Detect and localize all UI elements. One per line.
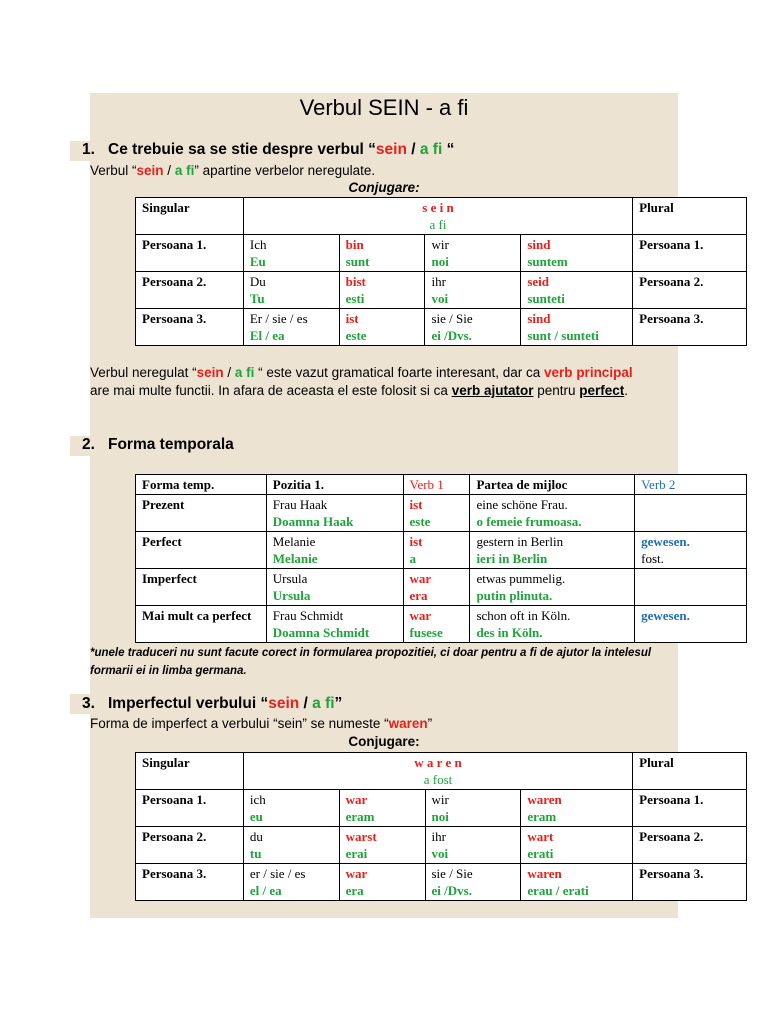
verb1-cell xyxy=(403,532,470,569)
mijloc-ro: des in Köln. xyxy=(476,625,543,640)
verb-cell xyxy=(339,235,425,272)
section-number: 3. xyxy=(82,695,95,712)
intro-text: Verbul “ xyxy=(90,163,137,178)
verb-cell xyxy=(339,827,425,864)
heading-quote: “ xyxy=(442,141,455,158)
pronoun-ro: ei /Dvs. xyxy=(431,883,472,898)
verb-ro: sunteti xyxy=(527,291,565,306)
pronoun-ro: el / ea xyxy=(249,883,282,898)
verb1-de: ist xyxy=(409,534,423,549)
heading-text: Imperfectul verbului “ xyxy=(108,695,269,712)
verb-cell xyxy=(521,309,633,346)
mijloc-cell xyxy=(470,569,635,606)
pozitia-ro: Melanie xyxy=(272,551,318,566)
verb1-de: ist xyxy=(409,497,423,512)
verb-de: bin xyxy=(345,237,364,252)
pozitia-ro: Ursula xyxy=(272,588,311,603)
person-label: Persoana 2. xyxy=(136,272,244,309)
person-label: Persoana 3. xyxy=(136,309,244,346)
heading-text: Ce trebuie sa se stie despre verbul “ xyxy=(108,141,376,158)
person-label: Persoana 1. xyxy=(136,235,244,272)
pronoun-cell xyxy=(425,272,521,309)
pronoun-cell xyxy=(425,235,521,272)
para-verb-ajutator: verb ajutator xyxy=(451,383,534,398)
table-header-row xyxy=(136,198,747,235)
heading-slash: / xyxy=(299,695,313,712)
intro-text-end: ” xyxy=(427,716,433,731)
heading-sein: sein xyxy=(268,695,300,712)
verb1-de: war xyxy=(409,608,432,623)
pronoun-de: ihr xyxy=(431,829,446,844)
person-label: Persoana 1. xyxy=(633,235,747,272)
conjugare-label: Conjugare: xyxy=(348,180,420,195)
pronoun-ro: ei /Dvs. xyxy=(431,328,472,343)
verb-ro: erai xyxy=(345,846,368,861)
verb-cell xyxy=(521,827,633,864)
verb2-cell xyxy=(635,569,747,606)
verb-de: war xyxy=(345,792,368,807)
para-principal: principal xyxy=(576,365,633,380)
pronoun-ro: eu xyxy=(249,809,263,824)
heading-afi: a fi xyxy=(419,141,443,158)
person-label: Persoana 3. xyxy=(136,864,244,901)
verb1-ro: fusese xyxy=(409,625,443,640)
verb-cell xyxy=(521,864,633,901)
waren-conjugation-table xyxy=(135,752,747,901)
verb2-de: gewesen. xyxy=(641,608,690,623)
para-verb: verb xyxy=(544,365,573,380)
pronoun-ro: voi xyxy=(431,846,449,861)
verb-ro: era xyxy=(345,883,364,898)
mijloc-de: gestern in Berlin xyxy=(476,534,564,549)
verb-cell xyxy=(339,864,425,901)
verb-ro: sunt xyxy=(345,254,370,269)
section-3-intro xyxy=(90,716,432,731)
verb-cell xyxy=(339,790,425,827)
pronoun-cell xyxy=(243,272,339,309)
pronoun-ro: Tu xyxy=(249,291,265,306)
person-label: Persoana 3. xyxy=(633,309,747,346)
pozitia-cell xyxy=(266,569,403,606)
table-row xyxy=(136,569,747,606)
pronoun-de: wir xyxy=(431,792,449,807)
pronoun-cell xyxy=(425,864,521,901)
verb-ro: a fi xyxy=(429,217,447,232)
header-plural: Plural xyxy=(633,753,747,790)
verb-ro: suntem xyxy=(527,254,568,269)
para-text: Verbul neregulat “ xyxy=(90,365,197,380)
section-number: 2. xyxy=(82,436,95,453)
pronoun-de: ihr xyxy=(431,274,446,289)
pronoun-de: sie / Sie xyxy=(431,311,473,326)
mijloc-ro: putin plinuta. xyxy=(476,588,553,603)
mijloc-cell xyxy=(470,532,635,569)
verb-de: seid xyxy=(527,274,549,289)
verb2-de: gewesen. xyxy=(641,534,690,549)
person-label: Persoana 2. xyxy=(136,827,244,864)
para-text: pentru xyxy=(533,383,580,398)
section-1-intro xyxy=(90,163,375,178)
intro-waren: waren xyxy=(388,716,428,731)
table-row xyxy=(136,235,747,272)
verb-cell xyxy=(521,272,633,309)
pronoun-de: ich xyxy=(249,792,266,807)
verb-de: warst xyxy=(345,829,377,844)
table-row xyxy=(136,790,747,827)
conjugare-label: Conjugare: xyxy=(348,734,420,749)
verb-cell xyxy=(521,790,633,827)
table-row xyxy=(136,495,747,532)
verb-ro: erati xyxy=(527,846,554,861)
verb-cell xyxy=(339,309,425,346)
mijloc-de: etwas pummelig. xyxy=(476,571,566,586)
verb2-ro: fost. xyxy=(641,551,664,566)
pronoun-ro: voi xyxy=(431,291,449,306)
pronoun-de: Du xyxy=(249,274,266,289)
person-label: Persoana 3. xyxy=(633,864,747,901)
verb-ro: sunt / sunteti xyxy=(527,328,599,343)
forma-label: Mai mult ca perfect xyxy=(136,606,267,643)
verb-de: waren xyxy=(527,792,562,807)
translation-note: *unele traduceri nu sunt facute corect in formularea propozitiei, ci doar pentru a fi de ajutor la intelesul formarii ei in limba germana. xyxy=(90,647,652,677)
pronoun-de: Ich xyxy=(249,237,267,252)
table-header-row xyxy=(136,475,747,495)
verb2-cell xyxy=(635,532,747,569)
pozitia-de: Ursula xyxy=(272,571,308,586)
header-verb xyxy=(243,753,632,790)
verb-de: war xyxy=(345,866,368,881)
section-1-heading xyxy=(82,141,454,159)
verb2-cell xyxy=(635,606,747,643)
intro-text: Forma de imperfect a verbului “sein” se numeste “ xyxy=(90,716,389,731)
header-verb1: Verb 1 xyxy=(403,475,470,495)
mijloc-cell xyxy=(470,606,635,643)
intro-text-end: ” apartine verbelor neregulate. xyxy=(194,163,376,178)
pozitia-ro: Doamna Haak xyxy=(272,514,354,529)
mijloc-de: eine schöne Frau. xyxy=(476,497,568,512)
pronoun-cell xyxy=(243,309,339,346)
para-text: “ este vazut gramatical foarte interesant, dar ca xyxy=(254,365,545,380)
header-singular: Singular xyxy=(136,753,244,790)
sein-conjugation-table xyxy=(135,197,747,346)
table-row xyxy=(136,309,747,346)
header-verb xyxy=(243,198,632,235)
pozitia-cell xyxy=(266,495,403,532)
para-afi: a fi xyxy=(234,365,255,380)
forma-label: Perfect xyxy=(136,532,267,569)
pronoun-cell xyxy=(243,827,339,864)
person-label: Persoana 2. xyxy=(633,272,747,309)
pronoun-cell xyxy=(243,790,339,827)
pozitia-ro: Doamna Schmidt xyxy=(272,625,370,640)
para-perfect: perfect xyxy=(579,383,625,398)
person-label: Persoana 1. xyxy=(136,790,244,827)
intro-sein: sein xyxy=(136,163,164,178)
section-number: 1. xyxy=(82,141,95,158)
person-label: Persoana 1. xyxy=(633,790,747,827)
header-pozitia: Pozitia 1. xyxy=(266,475,403,495)
header-verb2: Verb 2 xyxy=(635,475,747,495)
pronoun-cell xyxy=(425,827,521,864)
pronoun-cell xyxy=(425,790,521,827)
intro-slash: / xyxy=(163,163,175,178)
mijloc-ro: o femeie frumoasa. xyxy=(476,514,582,529)
verb-de: wart xyxy=(527,829,554,844)
verb-de: s e i n xyxy=(422,200,454,215)
table-row xyxy=(136,532,747,569)
section-1-paragraph xyxy=(90,364,650,400)
person-label: Persoana 2. xyxy=(633,827,747,864)
verb-de: waren xyxy=(527,866,562,881)
pozitia-cell xyxy=(266,606,403,643)
pronoun-de: Er / sie / es xyxy=(249,311,308,326)
verb-ro: este xyxy=(345,328,367,343)
page-title: Verbul SEIN - a fi xyxy=(299,95,469,120)
verb-ro: eram xyxy=(345,809,375,824)
mijloc-de: schon oft in Köln. xyxy=(476,608,571,623)
header-singular: Singular xyxy=(136,198,244,235)
heading-sein: sein xyxy=(375,141,407,158)
pronoun-cell xyxy=(243,235,339,272)
pronoun-de: du xyxy=(249,829,263,844)
verb-ro: esti xyxy=(345,291,365,306)
section-3-heading xyxy=(82,695,342,713)
verb1-ro: era xyxy=(409,588,428,603)
pronoun-ro: Eu xyxy=(249,254,266,269)
pronoun-ro: tu xyxy=(249,846,262,861)
heading-afi: a fi xyxy=(312,695,335,712)
intro-afi: a fi xyxy=(174,163,195,178)
header-plural: Plural xyxy=(633,198,747,235)
verb-cell xyxy=(521,235,633,272)
para-text: are mai multe functii. In afara de aceasta el este folosit si ca xyxy=(90,383,452,398)
forma-temporala-table xyxy=(135,474,747,643)
table-row xyxy=(136,272,747,309)
verb-ro: a fost xyxy=(423,772,453,787)
verb-de: bist xyxy=(345,274,366,289)
forma-label: Prezent xyxy=(136,495,267,532)
pozitia-de: Melanie xyxy=(272,534,316,549)
verb2-cell xyxy=(635,495,747,532)
verb1-ro: a xyxy=(409,551,417,566)
pronoun-cell xyxy=(425,309,521,346)
verb-cell xyxy=(339,272,425,309)
pronoun-ro: noi xyxy=(431,254,449,269)
pozitia-cell xyxy=(266,532,403,569)
heading-slash: / xyxy=(406,141,420,158)
verb1-de: war xyxy=(409,571,432,586)
pronoun-ro: El / ea xyxy=(249,328,285,343)
pronoun-de: er / sie / es xyxy=(249,866,306,881)
para-sein: sein xyxy=(196,365,224,380)
verb1-cell xyxy=(403,495,470,532)
pronoun-ro: noi xyxy=(431,809,449,824)
forma-label: Imperfect xyxy=(136,569,267,606)
verb-de: ist xyxy=(345,311,359,326)
pozitia-de: Frau Schmidt xyxy=(272,608,344,623)
para-slash: / xyxy=(223,365,235,380)
verb1-cell xyxy=(403,606,470,643)
verb-de: sind xyxy=(527,237,551,252)
verb1-ro: este xyxy=(409,514,431,529)
section-2-heading xyxy=(82,436,234,454)
verb-ro: eram xyxy=(527,809,557,824)
verb-de: sind xyxy=(527,311,551,326)
table-row xyxy=(136,864,747,901)
mijloc-cell xyxy=(470,495,635,532)
verb-ro: erau / erati xyxy=(527,883,589,898)
pronoun-cell xyxy=(243,864,339,901)
verb1-cell xyxy=(403,569,470,606)
table-row xyxy=(136,606,747,643)
header-mijloc: Partea de mijloc xyxy=(470,475,635,495)
heading-text: Forma temporala xyxy=(108,436,234,453)
verb-de: w a r e n xyxy=(414,755,462,770)
mijloc-ro: ieri in Berlin xyxy=(476,551,548,566)
heading-quote: ” xyxy=(334,695,343,712)
pronoun-de: wir xyxy=(431,237,449,252)
table-header-row xyxy=(136,753,747,790)
header-forma: Forma temp. xyxy=(136,475,267,495)
table-row xyxy=(136,827,747,864)
pronoun-de: sie / Sie xyxy=(431,866,473,881)
para-text: . xyxy=(624,383,629,398)
pozitia-de: Frau Haak xyxy=(272,497,328,512)
